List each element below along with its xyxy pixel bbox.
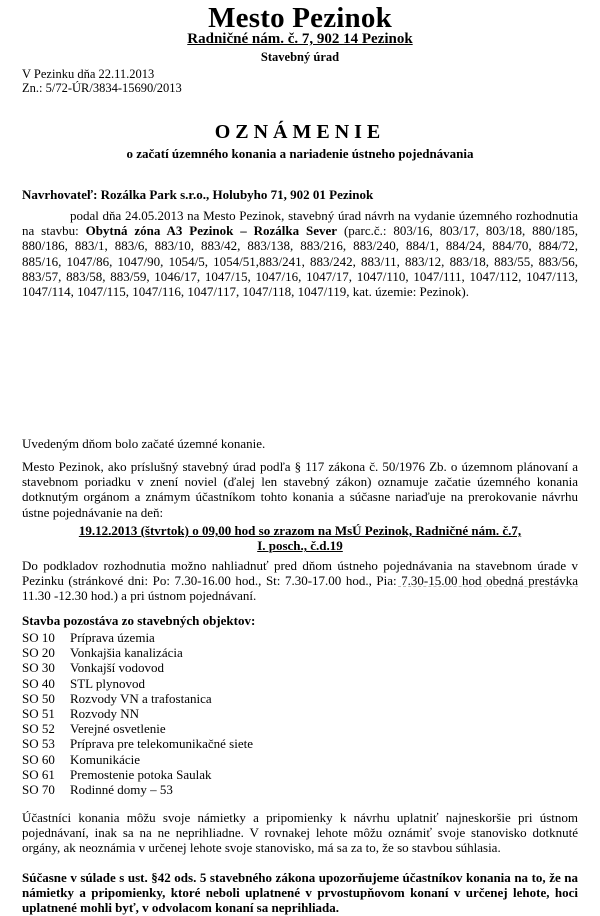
object-row (22, 782, 253, 797)
object-name: Premostenie potoka Saulak (70, 766, 212, 782)
object-row (22, 736, 253, 751)
object-row (22, 752, 253, 767)
municipality-title: Mesto Pezinok (208, 2, 392, 34)
office-name: Stavebný úrad (260, 50, 340, 64)
object-row (22, 660, 253, 675)
object-row (22, 630, 253, 645)
object-name: Rozvody VN a trafostanica (70, 690, 212, 706)
object-code: SO 52 (22, 721, 55, 737)
document-title: OZNÁMENIE (214, 121, 386, 143)
object-name: Príprava pre telekomunikačné siete (70, 736, 254, 752)
object-code: SO 40 (22, 675, 55, 691)
object-row (22, 721, 253, 736)
hearing-date-block (22, 523, 578, 553)
object-row (22, 691, 253, 706)
object-code: SO 61 (22, 766, 55, 782)
object-code: SO 53 (22, 736, 55, 752)
object-row (22, 767, 253, 782)
object-code: SO 60 (22, 751, 55, 767)
object-code: SO 50 (22, 690, 55, 706)
object-name: Príprava územia (70, 630, 155, 645)
object-name: Komunikácie (70, 751, 141, 767)
object-row (22, 676, 253, 691)
objects-list (22, 630, 253, 797)
notice-paragraph: Súčasne v súlade s ust. §42 ods. 5 stavebného zákona upozorňujeme účastníkov konania na to, že na námietky a pripomienky, ktoré neboli uplatnené v prvostupňovom konaní v určenej lehote, hoci uplatnené mohli byť, v odvolacom konaní sa neprihliada. (22, 870, 578, 916)
intro-paragraph (22, 208, 578, 299)
comments-paragraph: Účastníci konania môžu svoje námietky a pripomienky k návrhu uplatniť najneskoršie pri ústnom pojednávaní, inak sa na ne neprihliadne. V rovnakej lehote môžu oznámiť svoje stanovisko dotknuté orgány, ak neoznámia v určenej lehote svoje stanovisko, má sa za to, že so stavbou súhlasia. (22, 810, 578, 856)
object-name: STL plynovod (70, 675, 145, 691)
object-row (22, 645, 253, 660)
applicant-line (22, 187, 373, 203)
object-code: SO 10 (22, 630, 55, 645)
object-name: Rodinné domy – 53 (70, 782, 173, 798)
object-name: Verejné osvetlenie (70, 721, 166, 737)
object-name: Vonkajšia kanalizácia (70, 645, 183, 661)
document-subtitle: o začatí územného konania a nariadenie ústneho pojednávania (126, 146, 474, 161)
documents-paragraph: Do podkladov rozhodnutia možno nahliadnuť pred dňom ústneho pojednávania na stavebnom úrade v Pezinku (stránkové dni: Po: 7.30-16.00 hod., St: 7.30-17.00 hod., Pia: 7.30-15.00 hod obedná prestávka 11.30 -12.30 hod.) a pri ústnom pojednávaní. (22, 558, 578, 604)
started-paragraph: Uvedeným dňom bolo začaté územné konanie. (22, 436, 266, 451)
object-code: SO 20 (22, 645, 55, 661)
municipality-address: Radničné nám. č. 7, 902 14 Pezinok (187, 31, 413, 47)
hearing-line-2: I. posch., č.d.19 (257, 538, 343, 554)
intro-text-after: (parc.č.: 803/16, 803/17, 803/18, 880/185, 880/186, 883/1, 883/6, 883/10, 883/42, 883/138, 883/216, 883/240, 884/1, 884/24, 884/70, 884/72, 885/16, 1047/86, 1047/90, 1054/5, 1054/51,883/241, 883/242, 883/11, 883/12, 883/18, 883/55, 883/56, 883/57, 883/58, 883/59, 1046/17, 1047/15, 1047/16, 1047/17, 1047/110, 1047/111, 1047/112, 1047/113, 1047/114, 1047/115, 1047/116, 1047/117, 1047/118, 1047/119, kat. územie: Pezinok). (22, 223, 579, 300)
applicant-value: Rozálka Park s.r.o., Holubyho 71, 902 01 Pezinok (100, 187, 374, 202)
project-name: Obytná zóna A3 Pezinok – Rozálka Sever (85, 223, 338, 239)
issue-date: V Pezinku dňa 22.11.2013 (22, 67, 155, 81)
reason-paragraph: Mesto Pezinok, ako príslušný stavebný úrad podľa § 117 zákona č. 50/1976 Zb. o územnom plánovaní a stavebnom poriadku v znení noviel (ďalej len stavebný zákon) oznamuje začatie územného konania dotknutým orgánom a známym účastníkom tohto konania a súčasne nariaďuje na prerokovanie návrhu ústne pojednávanie na deň: (22, 459, 578, 520)
intro-text-before: podal dňa 24.05.2013 na Mesto Pezinok, stavebný úrad návrh na vydanie územného rozhodnutia na stavbu: (22, 208, 578, 239)
object-name: Vonkajší vodovod (70, 660, 165, 676)
object-code: SO 70 (22, 782, 55, 798)
applicant-label: Navrhovateľ: (22, 187, 98, 202)
object-name: Rozvody NN (70, 706, 139, 722)
objects-heading: Stavba pozostáva zo stavebných objektov: (22, 613, 256, 628)
object-row (22, 706, 253, 721)
hearing-line-1: 19.12.2013 (štvrtok) o 09,00 hod so zrazom na MsÚ Pezinok, Radničné nám. č.7, (78, 523, 522, 538)
object-code: SO 30 (22, 660, 55, 676)
scan-artifact-line (398, 586, 578, 587)
reference-number: Zn.: 5/72-ÚR/3834-15690/2013 (22, 81, 182, 95)
object-code: SO 51 (22, 706, 55, 722)
